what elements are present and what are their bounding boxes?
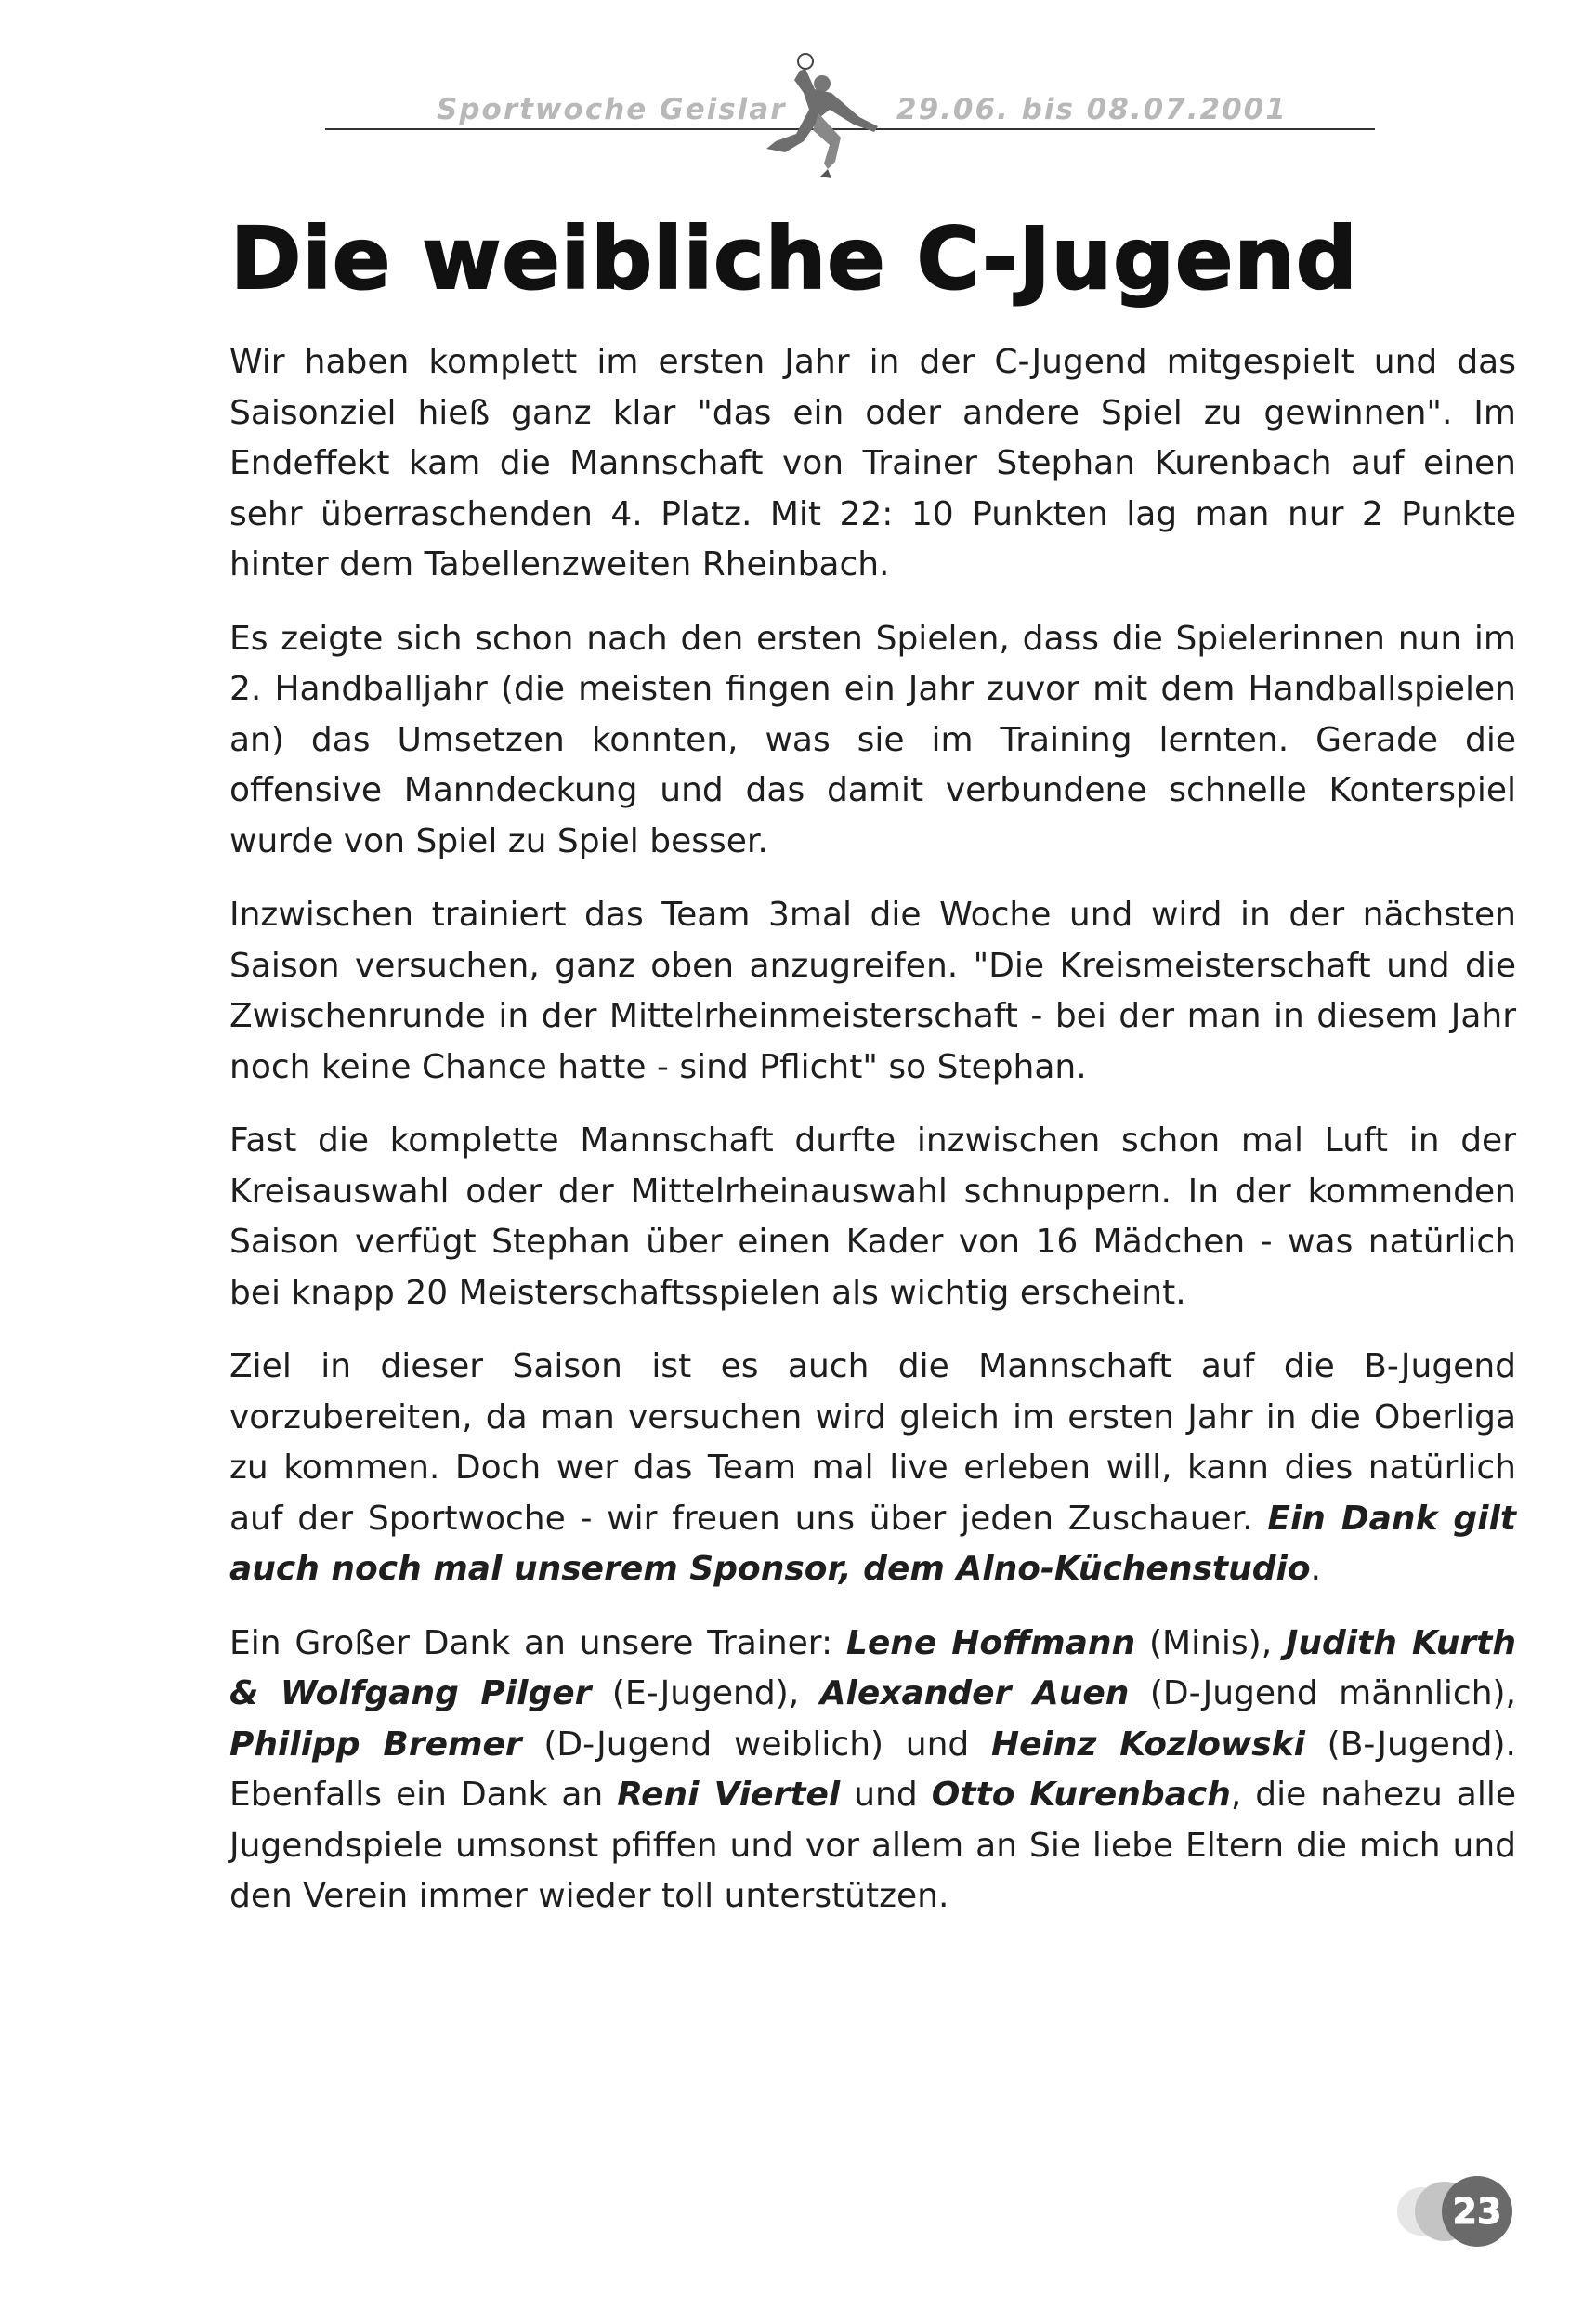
paragraph-4: Fast die komplette Mannschaft durfte inzwischen schon mal Luft in der Kreisauswahl oder der Mittelrheinauswahl schnuppern. In der kommenden Saison verfügt Stephan über einen Kader von 16 Mädchen - was natürlich bei knapp 20 Meisterschaftsspielen als wichtig erscheint. <box>229 1121 1516 1312</box>
paragraph-6-text: Ein Großer Dank an unsere Trainer: <box>229 1623 846 1662</box>
paragraph-5-text: Ziel in dieser Saison ist es auch die Mannschaft auf die B-Jugend vorzubereiten, da man versuchen wird gleich im ersten Jahr in die Oberliga zu kommen. Doch wer das Team mal live erleben will, kann dies natürlich auf der Sportwoche - wir freuen uns über jeden Zuschauer. <box>229 1347 1516 1538</box>
paragraph-6-text: (Minis), <box>1135 1623 1286 1662</box>
paragraph-5-end: . <box>1310 1550 1322 1588</box>
paragraph-6-text: (B-Jugend). Ebenfalls ein Dank an <box>229 1724 1516 1814</box>
page-number-badge <box>1393 2170 1524 2253</box>
referee-name: Reni Viertel <box>617 1776 841 1814</box>
paragraph-1: Wir haben komplett im ersten Jahr in der C-Jugend mitgespielt und das Saisonziel hieß ganz klar "das ein oder andere Spiel zu gewinnen". Im Endeffekt kam die Mannschaft von Trainer Stephan Kurenbach auf einen sehr überraschenden 4. Platz. Mit 22: 10 Punkten lag man nur 2 Punkte hinter dem Tabellenzweiten Rheinbach. <box>229 343 1516 584</box>
paragraph-6-text: (D-Jugend weiblich) und <box>521 1724 991 1764</box>
paragraph-6 <box>229 1619 1516 1922</box>
paragraph-5 <box>229 1342 1516 1595</box>
trainer-name: Judith Kurth & Wolfgang Pilger <box>229 1623 1517 1712</box>
page-title: Die weibliche C-Jugend <box>230 209 1358 308</box>
sponsor-thanks: Ein Dank gilt auch noch mal unserem Sponsor, dem Alno-Küchenstudio <box>229 1499 1517 1588</box>
trainer-name: Lene Hoffmann <box>845 1623 1136 1662</box>
trainer-name: Alexander Auen <box>819 1674 1130 1712</box>
trainer-name: Heinz Kozlowski <box>991 1724 1305 1764</box>
paragraph-6-text: und <box>840 1776 932 1814</box>
handball-player-icon <box>739 52 887 191</box>
header-event-name: Sportwoche Geislar <box>437 93 787 126</box>
page-number: 23 <box>1452 2191 1502 2232</box>
article-body <box>229 337 1516 1946</box>
header-date-range: 29.06. bis 08.07.2001 <box>896 93 1288 126</box>
paragraph-6-text: (D-Jugend männlich), <box>1129 1674 1516 1712</box>
paragraph-3: Inzwischen trainiert das Team 3mal die Woche und wird in der nächsten Saison versuchen, ganz oben anzugreifen. "Die Kreismeisterschaft und die Zwischenrunde in der Mittelrheinmeisterschaft - bei der man in diesem Jahr noch keine Chance hatte - sind Pflicht" so Stephan. <box>229 896 1516 1086</box>
paragraph-2: Es zeigte sich schon nach den ersten Spielen, dass die Spielerinnen nun im 2. Handballjahr (die meisten fingen ein Jahr zuvor mit dem Handballspielen an) das Umsetzen konnten, was sie im Training lernten. Gerade die offensive Manndeckung und das damit verbundene schnelle Konterspiel wurde von Spiel zu Spiel besser. <box>229 619 1516 860</box>
page-header <box>325 65 1375 204</box>
paragraph-6-text: , die nahezu alle Jugendspiele umsonst pfiffen und vor allem an Sie liebe Eltern die mich und den Verein immer wieder toll unterstützen. <box>229 1776 1517 1915</box>
referee-name: Otto Kurenbach <box>931 1776 1231 1814</box>
paragraph-6-text: (E-Jugend), <box>591 1674 820 1712</box>
trainer-name: Philipp Bremer <box>229 1724 522 1764</box>
